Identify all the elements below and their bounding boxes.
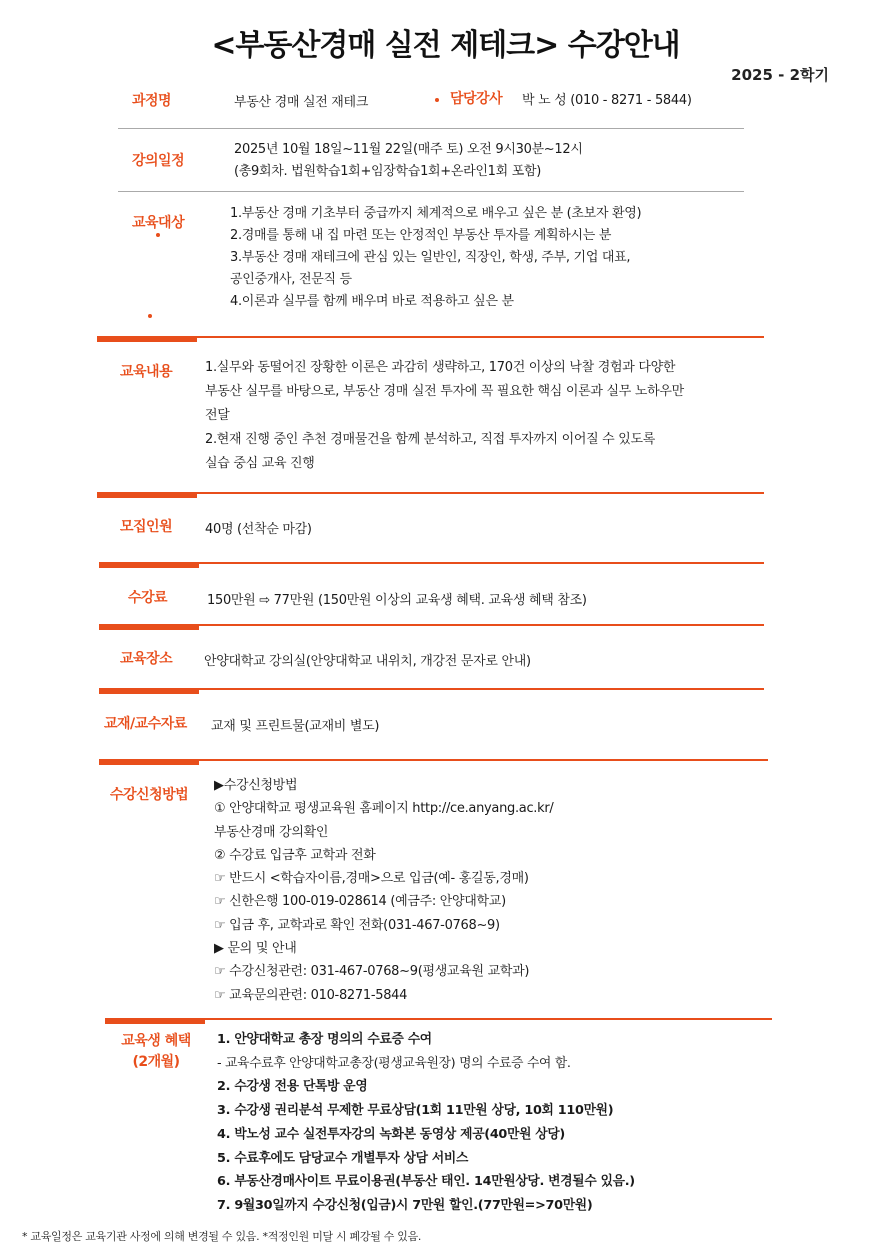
- bullet-dot: [148, 314, 152, 318]
- content-line: 2.현재 진행 중인 추천 경매물건을 함께 분석하고, 직접 투자까지 이어질 수 있도록: [205, 432, 656, 447]
- target-line: 1.부동산 경매 기초부터 중급까지 체계적으로 배우고 싶은 분 (초보자 환영): [230, 206, 642, 221]
- target-line: 2.경매를 통해 내 집 마련 또는 안정적인 부동산 투자를 계획하시는 분: [230, 228, 612, 243]
- semester-label: 2025 - 2학기: [731, 66, 829, 84]
- apply-line: ② 수강료 입금후 교학과 전화: [214, 847, 376, 863]
- section-tab: [99, 626, 199, 630]
- benefit-label-line: (2개월): [132, 1054, 180, 1070]
- apply-line: ☞ 입금 후, 교학과로 확인 전화(031-467-0768~9): [214, 917, 500, 933]
- divider: [118, 191, 744, 192]
- benefit-line: 6. 부동산경매사이트 무료이용권(부동산 태인. 14만원상당. 변경될수 있음.): [217, 1174, 635, 1190]
- apply-line: 부동산경매 강의확인: [214, 824, 329, 840]
- section-divider: [105, 1018, 772, 1020]
- course-value: 부동산 경매 실전 재테크: [234, 95, 369, 110]
- content-line: 부동산 실무를 바탕으로, 부동산 경매 실전 투자에 꼭 필요한 핵심 이론과 실무 노하우만: [205, 384, 684, 399]
- recruit-value: 40명 (선착순 마감): [205, 522, 312, 537]
- section-divider: [97, 492, 764, 494]
- instructor-value: 박 노 성 (010 - 8271 - 5844): [522, 93, 692, 108]
- benefit-line: 5. 수료후에도 담당교수 개별투자 상담 서비스: [217, 1150, 469, 1166]
- divider: [118, 128, 744, 129]
- apply-line: ☞ 수강신청관련: 031-467-0768~9(평생교육원 교학과): [214, 964, 530, 980]
- content-text: [205, 356, 684, 476]
- content-line: 1.실무와 동떨어진 장황한 이론은 과감히 생략하고, 170건 이상의 낙찰 경험과 다양한: [205, 360, 676, 375]
- section-tab: [97, 494, 197, 498]
- target-line: 4.이론과 실무를 함께 배우며 바로 적용하고 싶은 분: [230, 294, 514, 309]
- apply-line: ▶ 문의 및 안내: [214, 941, 297, 957]
- section-tab: [99, 564, 199, 568]
- place-value: 안양대학교 강의실(안양대학교 내위치, 개강전 문자로 안내): [204, 654, 531, 669]
- benefit-text: [217, 1028, 635, 1218]
- bullet-dot: [435, 98, 439, 102]
- fee-value: 150만원 ⇨ 77만원 (150만원 이상의 교육생 혜택. 교육생 혜택 참조): [207, 593, 587, 608]
- schedule-label: 강의일정: [132, 153, 185, 169]
- apply-line: ☞ 신한은행 100-019-028614 (예금주: 안양대학교): [214, 894, 506, 910]
- footnote: * 교육일정은 교육기관 사정에 의해 변경될 수 있음. *적정인원 미달 시 폐강될 수 있음.: [22, 1230, 422, 1243]
- section-tab: [99, 690, 199, 694]
- benefit-line: 1. 안양대학교 총장 명의의 수료증 수여: [217, 1032, 432, 1047]
- target-label: 교육대상: [132, 215, 185, 231]
- target-text: [230, 203, 641, 313]
- target-line: 공인중개사, 전문직 등: [230, 272, 352, 287]
- section-tab: [99, 761, 199, 765]
- apply-label: 수강신청방법: [110, 787, 189, 803]
- schedule-line: 2025년 10월 18일~11월 22일(매주 토) 오전 9시30분~12시: [234, 142, 583, 157]
- section-divider: [97, 336, 764, 338]
- place-label: 교육장소: [120, 651, 173, 667]
- page-title: <부동산경매 실전 제테크> 수강안내: [211, 28, 680, 63]
- benefit-line: 2. 수강생 전용 단톡방 운영: [217, 1079, 368, 1095]
- apply-line: ▶수강신청방법: [214, 778, 298, 793]
- benefit-line: - 교육수료후 안양대학교총장(평생교육원장) 명의 수료증 수여 함.: [217, 1055, 571, 1071]
- content-line: 전달: [205, 408, 230, 423]
- content-line: 실습 중심 교육 진행: [205, 456, 315, 471]
- benefit-label: [112, 1031, 200, 1073]
- fee-label: 수강료: [128, 590, 168, 606]
- apply-line: ① 안양대학교 평생교육원 홈페이지 http://ce.anyang.ac.kr/: [214, 801, 554, 817]
- apply-line: ☞ 반드시 <학습자이름,경매>으로 입금(예- 홍길동,경매): [214, 871, 529, 887]
- apply-text: [214, 774, 554, 1007]
- bullet-dot: [156, 233, 160, 237]
- materials-value: 교재 및 프린트물(교재비 별도): [211, 719, 380, 734]
- schedule-line: (총9회차. 법원학습1회+임장학습1회+온라인1회 포함): [234, 164, 542, 179]
- section-divider: [99, 759, 768, 761]
- section-tab: [105, 1020, 205, 1024]
- benefit-line: 4. 박노성 교수 실전투자강의 녹화본 동영상 제공(40만원 상당): [217, 1126, 565, 1142]
- target-line: 3.부동산 경매 재테크에 관심 있는 일반인, 직장인, 학생, 주부, 기업 대표,: [230, 250, 631, 265]
- schedule-text: [234, 139, 583, 183]
- content-label: 교육내용: [120, 364, 173, 380]
- materials-label: 교재/교수자료: [104, 716, 187, 732]
- instructor-label: 담당강사: [450, 91, 503, 107]
- section-tab: [97, 338, 197, 342]
- benefit-line: 7. 9월30일까지 수강신청(입금)시 7만원 할인.(77만원=>70만원): [217, 1197, 593, 1213]
- apply-line: ☞ 교육문의관련: 010-8271-5844: [214, 987, 408, 1003]
- benefit-line: 3. 수강생 권리분석 무제한 무료상담(1회 11만원 상당, 10회 110만원): [217, 1103, 614, 1119]
- benefit-label-line: 교육생 혜택: [121, 1033, 191, 1049]
- recruit-label: 모집인원: [120, 519, 173, 535]
- course-label: 과정명: [132, 93, 172, 109]
